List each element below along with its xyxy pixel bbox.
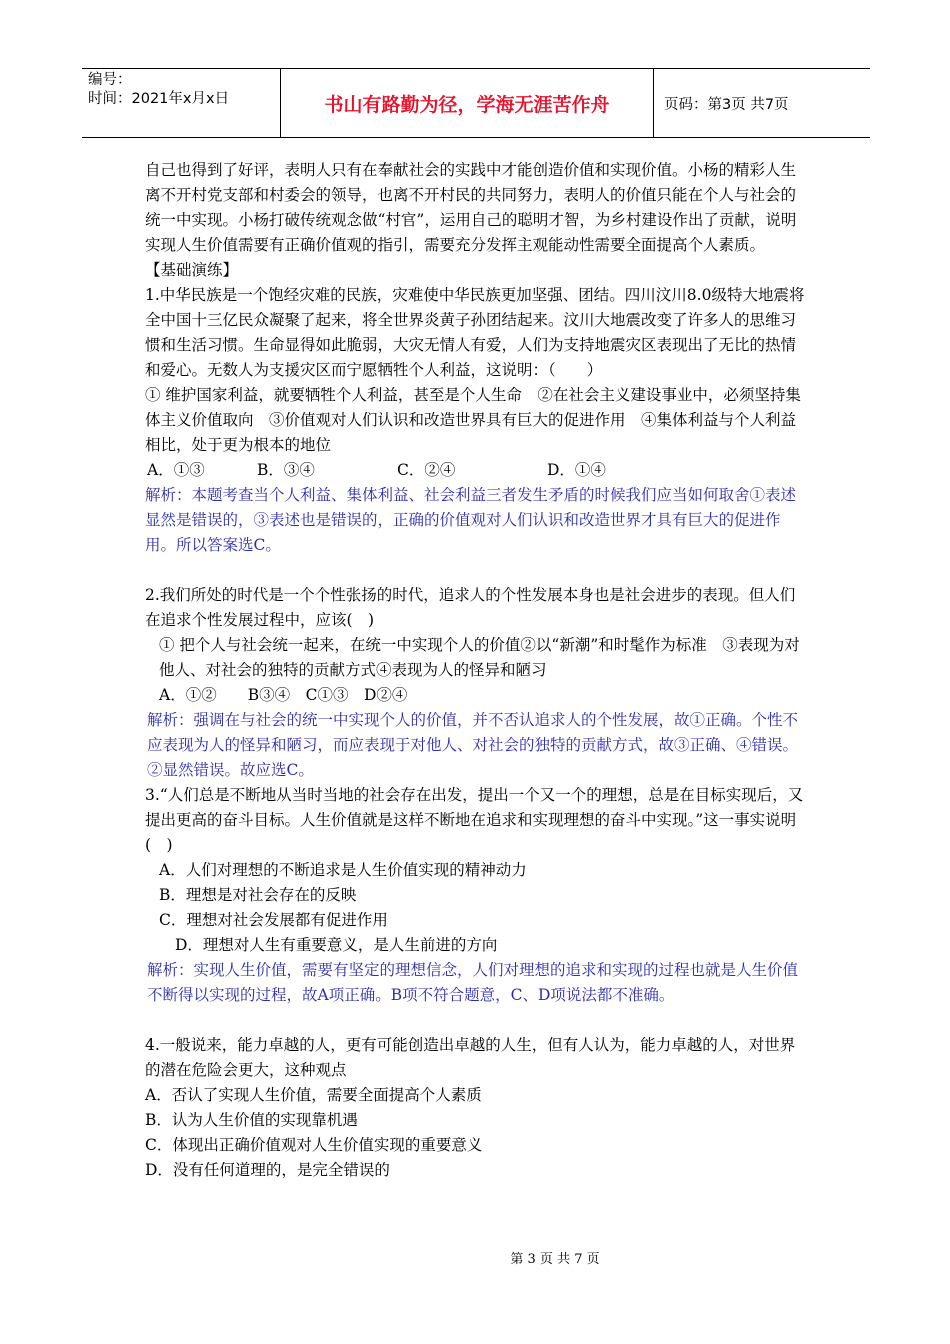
question-1-analysis: 解析：本题考查当个人利益、集体利益、社会利益三者发生矛盾的时候我们应当如何取舍①表述显然是错误的，③表述也是错误的，正确的价值观对人们认识和改造世界才具有巨大的促进作用。所以答案选C。 bbox=[145, 486, 797, 554]
question-2-options: A．①② B③④ C①③ D②④ bbox=[159, 686, 408, 704]
time-label: 时间：2021年x月x日 bbox=[88, 91, 230, 107]
question-3-stem: 3.“人们总是不断地从当时当地的社会存在出发，提出一个又一个的理想，总是在目标实现后，又提出更高的奋斗目标。人生价值就是这样不断地在追求和实现理想的奋斗中实现。”这一事实说明( ) bbox=[145, 786, 804, 854]
q3-option-a: A．人们对理想的不断追求是人生价值实现的精神动力 bbox=[159, 861, 527, 879]
question-2-analysis: 解析：强调在与社会的统一中实现个人的价值，并不否认追求人的个性发展，故①正确。个性不应表现为人的怪异和陋习，而应表现于对他人、对社会的独特的贡献方式，故③正确、④错误。②显然错误。故应选C。 bbox=[147, 711, 799, 779]
q3-option-d: D．理想对人生有重要意义，是人生前进的方向 bbox=[175, 936, 498, 954]
document-body bbox=[145, 158, 810, 1183]
question-1-stem: 1.中华民族是一个饱经灾难的民族，灾难使中华民族更加坚强、团结。四川汶川8.0级特大地震将全中国十三亿民众凝聚了起来，将全世界炎黄子孙团结起来。汶川大地震改变了许多人的思维习惯和生活习惯。生命显得如此脆弱，大灾无情人有爱，人们为支持地震灾区表现出了无比的热情和爱心。无数人为支援灾区而宁愿牺牲个人利益，这说明：（ ） bbox=[145, 286, 805, 379]
q4-option-a: A．否认了实现人生价值，需要全面提高个人素质 bbox=[145, 1086, 482, 1104]
header-left-cell bbox=[82, 69, 281, 137]
page-header bbox=[82, 68, 870, 138]
q1-option-a: A．①③ bbox=[147, 461, 205, 479]
number-label: 编号： bbox=[88, 72, 132, 88]
question-4-stem: 4.一般说来，能力卓越的人，更有可能创造出卓越的人生，但有人认为，能力卓越的人，对世界的潜在危险会更大，这种观点 bbox=[145, 1036, 796, 1079]
header-motto: 书山有路勤为径，学海无涯苦作舟 bbox=[281, 69, 654, 137]
header-page-label: 页码：第3页 共7页 bbox=[664, 96, 789, 113]
q1-option-d: D．①④ bbox=[547, 461, 606, 479]
q1-option-c: C．②④ bbox=[397, 461, 456, 479]
q3-option-c: C．理想对社会发展都有促进作用 bbox=[159, 911, 388, 929]
question-2-stem: 2.我们所处的时代是一个个性张扬的时代，追求人的个性发展本身也是社会进步的表现。但人们在追求个性发展过程中，应该( ) bbox=[145, 586, 796, 629]
question-3-analysis: 解析：实现人生价值，需要有坚定的理想信念，人们对理想的追求和实现的过程也就是人生价值不断得以实现的过程，故A项正确。B项不符合题意，C、D项说法都不准确。 bbox=[147, 961, 799, 1004]
q4-option-c: C．体现出正确价值观对人生价值实现的重要意义 bbox=[145, 1136, 483, 1154]
page-footer: 第 3 页 共 7 页 bbox=[510, 1252, 600, 1267]
q4-option-d: D．没有任何道理的，是完全错误的 bbox=[145, 1161, 390, 1179]
intro-paragraph: 自己也得到了好评，表明人只有在奉献社会的实践中才能创造价值和实现价值。小杨的精彩人生离不开村党支部和村委会的领导，也离不开村民的共同努力，表明人的价值只能在个人与社会的统一中实现。小杨打破传统观念做“村官”，运用自己的聪明才智，为乡村建设作出了贡献，说明实现人生价值需要有正确价值观的指引，需要充分发挥主观能动性需要全面提高个人素质。 bbox=[145, 161, 797, 254]
question-1-statements: ① 维护国家利益，就要牺牲个人利益，甚至是个人生命 ②在社会主义建设事业中，必须坚持集体主义价值取向 ③价值观对人们认识和改造世界具有巨大的促进作用 ④集体利益与个人利益相比，处于更为根本的地位 bbox=[145, 386, 801, 454]
section-title: 【基础演练】 bbox=[145, 261, 239, 279]
question-2-statements: ① 把个人与社会统一起来，在统一中实现个人的价值②以“新潮”和时髦作为标准 ③表现为对他人、对社会的独特的贡献方式④表现为人的怪异和陋习 bbox=[159, 636, 800, 679]
q1-option-b: B．③④ bbox=[257, 461, 315, 479]
q3-option-b: B．理想是对社会存在的反映 bbox=[159, 886, 357, 904]
spacer bbox=[145, 558, 810, 583]
spacer bbox=[145, 1008, 810, 1033]
question-1-options bbox=[145, 458, 810, 483]
q4-option-b: B．认为人生价值的实现靠机遇 bbox=[145, 1111, 358, 1129]
